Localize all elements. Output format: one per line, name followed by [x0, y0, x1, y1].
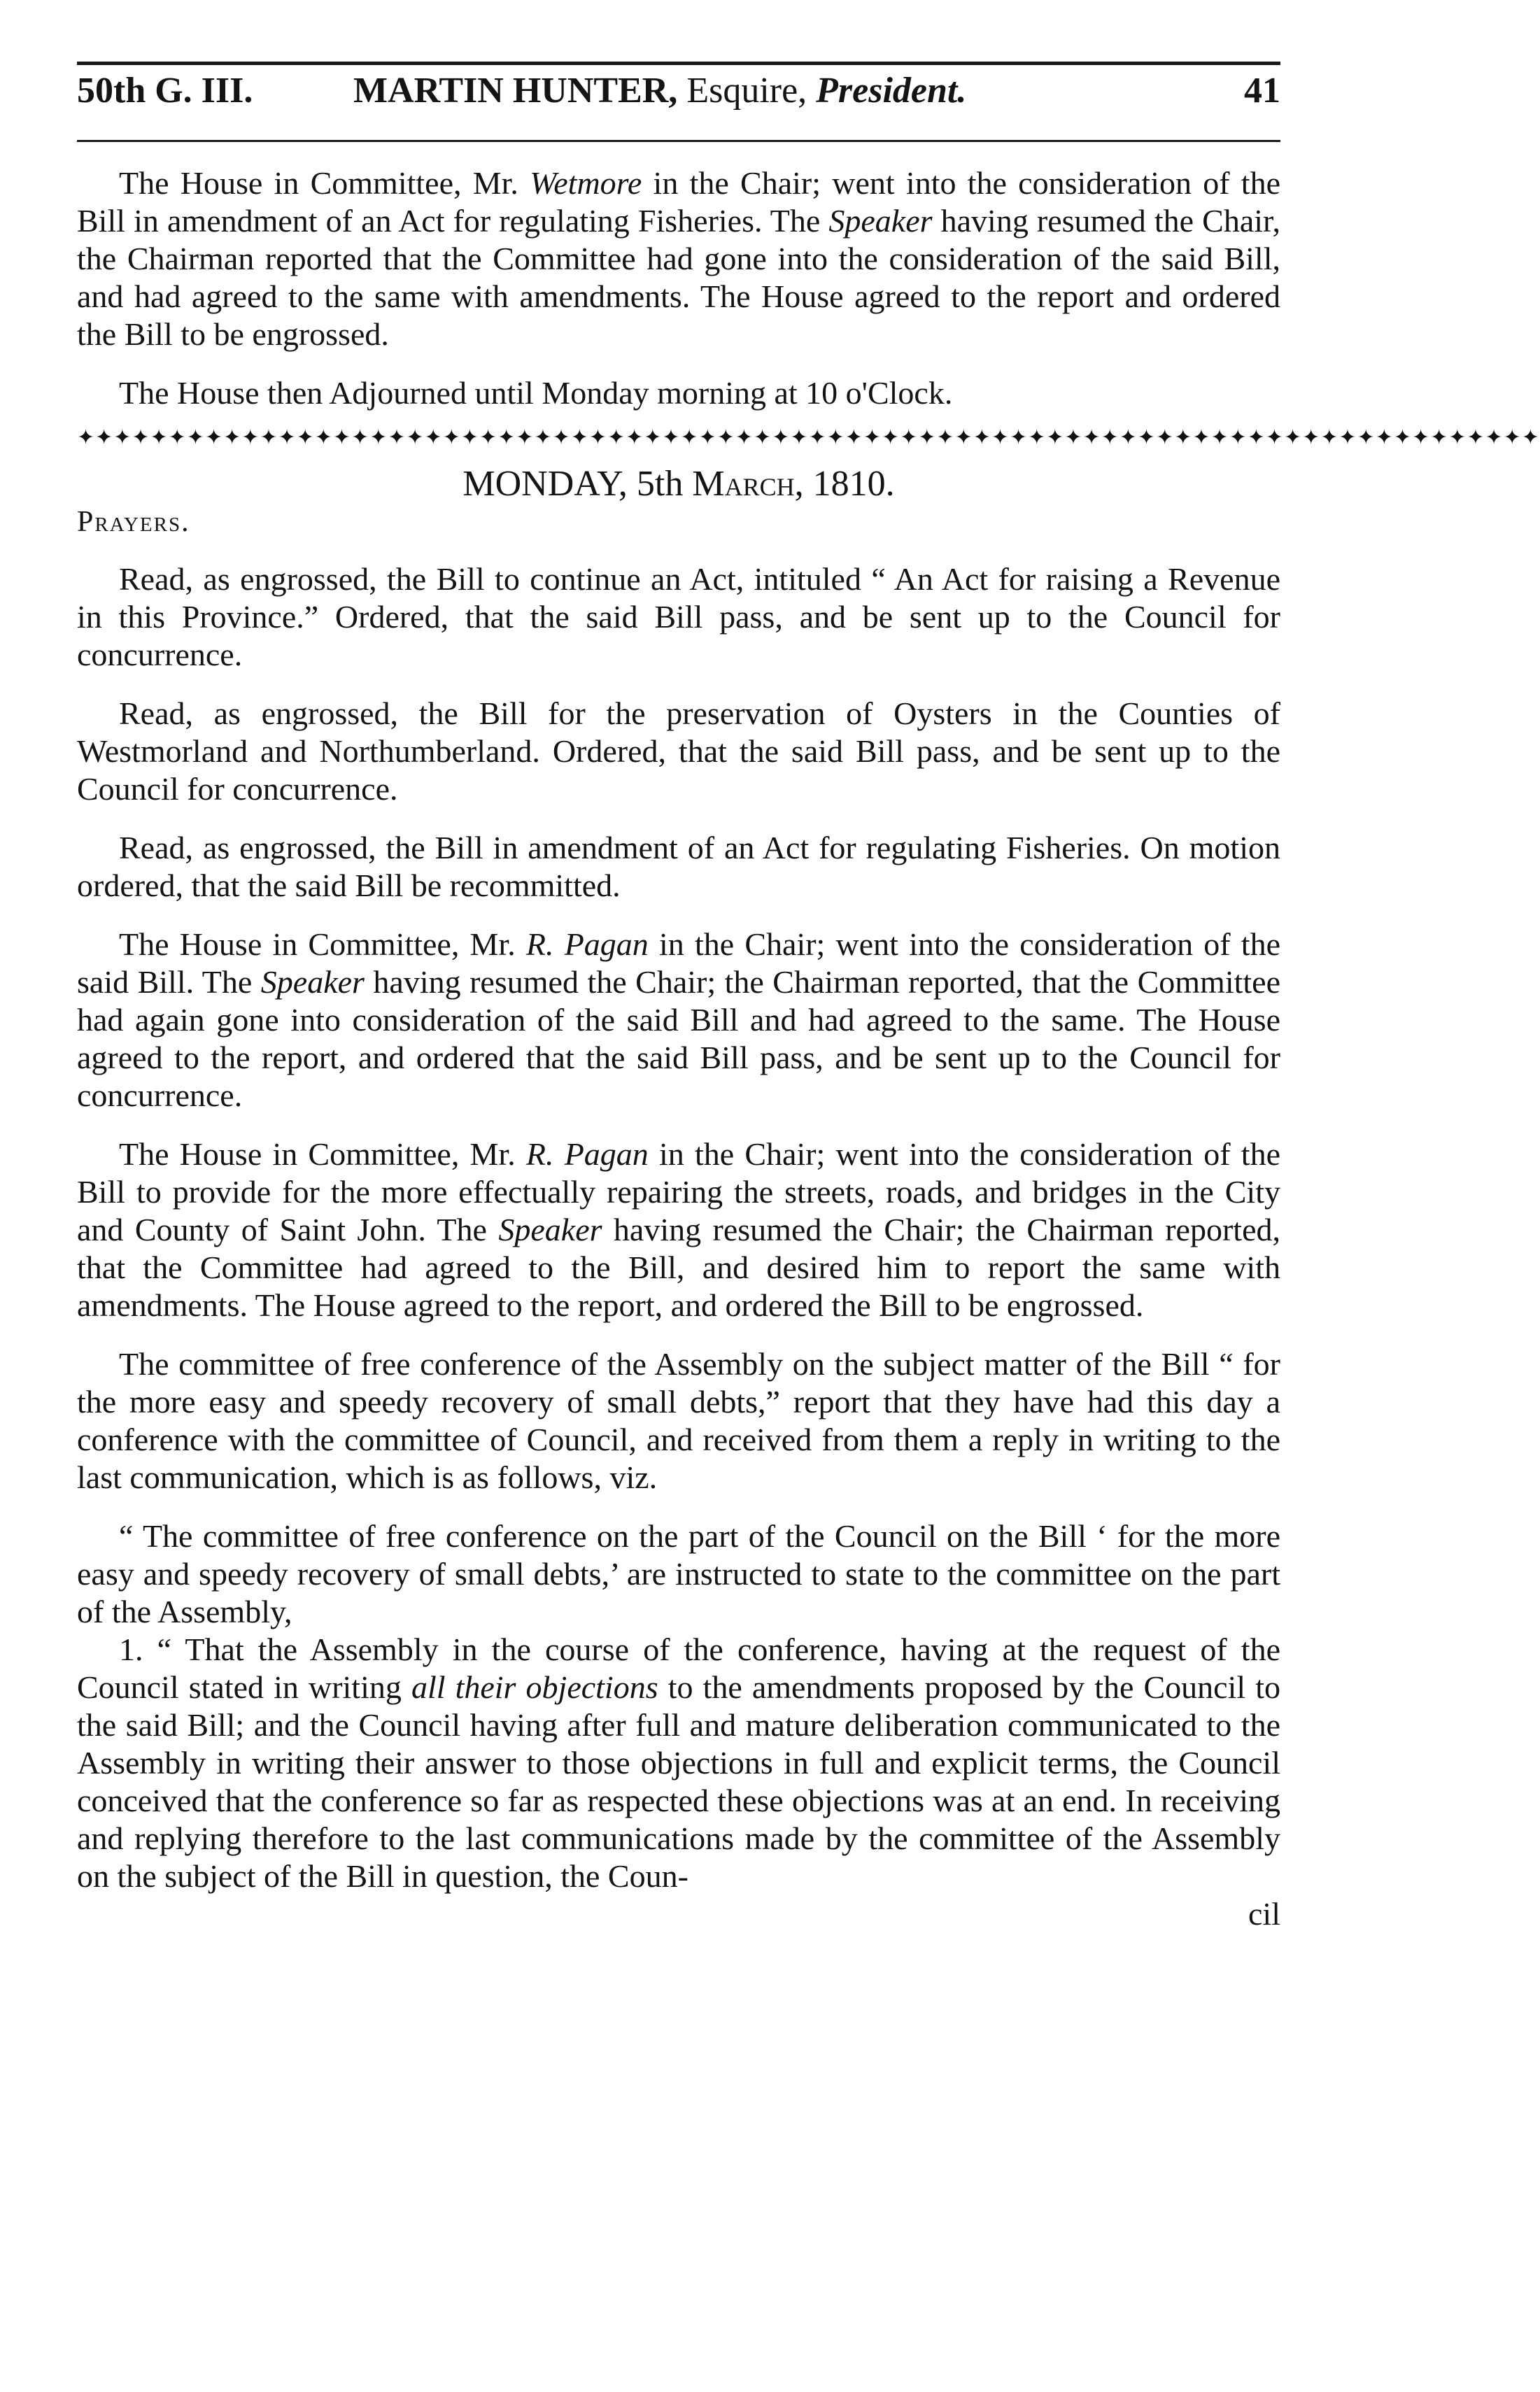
text-run: to the amendments proposed by the Council to the said Bill; and the Council having after full and mature deliberation communicated to the Assembly in writing their answer to those objections in full and explicit terms, the Council conceived that the conference so far as respected these objections was at an end. In receiving and replying therefore to the last communications made by the committee of the Assembly on the subject of the Bill in question, the Coun-	[77, 1669, 1281, 1894]
text-run: in the Chair; went into the consideration of the said Bill. The	[77, 926, 1280, 1000]
page-number: 41	[1244, 71, 1280, 111]
text-run-italic: Speaker	[828, 203, 933, 239]
paragraph-adjourn: The House then Adjourned until Monday morning at 10 o'Clock.	[119, 375, 953, 411]
prayers-heading: Prayers.	[77, 506, 190, 538]
text-run-italic: Speaker	[260, 964, 365, 1000]
paragraph-oysters-bill: Read, as engrossed, the Bill for the preservation of Oysters in the Counties of Westmorland and Northumberland. Ordered, that the said Bill pass, and be sent up to the Council for concurrence.	[77, 695, 1280, 807]
paragraph-council-quote: “ The committee of free conference on the part of the Council on the Bill ‘ for the more easy and speedy recovery of small debts,’ are instructed to state to the committee on the part of the Assembly,	[77, 1518, 1280, 1629]
paragraph-committee-pagan-1	[77, 926, 1280, 1114]
running-header	[77, 70, 1280, 126]
paragraph-free-conference: The committee of free conference of the Assembly on the subject matter of the Bill “ for the more easy and speedy recovery of small debts,” report that they have had this day a conference with the committee of Council, and received from them a reply in writing to the last communication, which is as follows, viz.	[77, 1346, 1280, 1495]
paragraph-item-1	[77, 1631, 1280, 1895]
president-name: MARTIN HUNTER,	[353, 71, 678, 111]
day-heading	[77, 465, 1280, 503]
page-body	[77, 164, 1540, 1933]
text-run: The House in Committee, Mr.	[119, 926, 526, 962]
catchword: cil	[1248, 1896, 1280, 1932]
text-run-smallcaps: March	[692, 464, 795, 504]
paragraph-committee-fisheries	[77, 164, 1280, 353]
text-run: having resumed the Chair; the Chairman reported, that the Committee had agreed to the Bill, and desired him to report the same with amendments. The House agreed to the report, and ordered the Bill to be engrossed.	[77, 1212, 1280, 1323]
text-run: , 1810.	[794, 464, 895, 504]
president-role: President.	[816, 71, 967, 111]
text-run-italic: Wetmore	[530, 165, 642, 201]
header-rule-top	[77, 62, 1280, 65]
text-run-italic: all their objections	[411, 1669, 658, 1705]
paragraph-committee-pagan-2	[77, 1135, 1280, 1324]
text-run-italic: R. Pagan	[525, 926, 649, 962]
ornament-divider: ✦✦✦✦✦✦✦✦✦✦✦✦✦✦✦✦✦✦✦✦✦✦✦✦✦✦✦✦✦✦✦✦✦✦✦✦✦✦✦✦✦✦✦✦✦✦✦✦✦✦✦✦✦✦✦✦✦✦✦✦✦✦✦✦✦✦✦✦✦✦✦✦✦✦✦✦✦✦✦✦	[77, 426, 1540, 449]
paragraph-fisheries-recommitted: Read, as engrossed, the Bill in amendment of an Act for regulating Fisheries. On motion ordered, that the said Bill be recommitted.	[77, 830, 1280, 903]
text-run: MONDAY, 5th	[462, 464, 693, 504]
text-run-italic: R. Pagan	[525, 1136, 649, 1172]
header-title	[353, 70, 966, 111]
text-run: 1. “ That the Assembly in the course of the conference, having at the request of the Council stated in writing	[77, 1632, 1280, 1705]
text-run: having resumed the Chair, the Chairman reported that the Committee had gone into the consideration of the said Bill, and had agreed to the same with amendments. The House agreed to the report and ordered the Bill to be engrossed.	[77, 203, 1280, 352]
text-run: having resumed the Chair; the Chairman reported, that the Committee had again gone into consideration of the said Bill and had agreed to the same. The House agreed to the report, and ordered that the said Bill pass, and be sent up to the Council for concurrence.	[77, 964, 1280, 1113]
session-label: 50th G. III.	[77, 71, 253, 111]
text-run: in the Chair; went into the consideration of the Bill in amendment of an Act for regulating Fisheries. The	[77, 165, 1280, 239]
paragraph-revenue-bill: Read, as engrossed, the Bill to continue an Act, intituled “ An Act for raising a Revenue in this Province.” Ordered, that the said Bill pass, and be sent up to the Council for concurrence.	[77, 561, 1280, 672]
text-run: The House in Committee, Mr.	[119, 165, 530, 201]
text-run-italic: Speaker	[498, 1212, 602, 1247]
header-rule-bottom	[77, 140, 1280, 142]
text-run: The House in Committee, Mr.	[119, 1136, 526, 1172]
president-title: Esquire,	[686, 71, 807, 111]
text-run: in the Chair; went into the consideration of the Bill to provide for the more effectually repairing the streets, roads, and bridges in the City and County of Saint John. The	[77, 1136, 1280, 1247]
